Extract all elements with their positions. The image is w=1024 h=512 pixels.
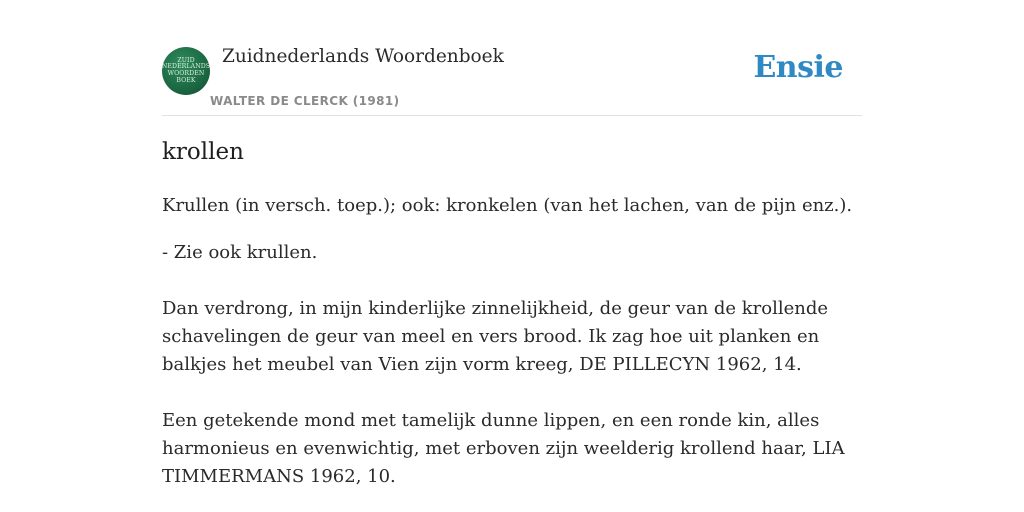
dictionary-title[interactable]: Zuidnederlands Woordenboek: [222, 46, 504, 67]
content-container: [162, 0, 862, 487]
logo-text-line: ZUID: [177, 56, 195, 64]
entry-definition: Krullen (in versch. toep.); ook: kronkelen (van het lachen, van de pijn enz.).: [162, 195, 853, 216]
entry-headword: krollen: [162, 139, 244, 165]
logo-text-line: NEDERLANDS: [162, 63, 210, 71]
entry-quote: Dan verdrong, in mijn kinderlijke zinnelijkheid, de geur van de krollende schavelingen de geur van meel en vers brood. Ik zag hoe uit planken en balkjes het meubel van Vien zijn vorm kreeg, DE PILLECYN 1962, 14.: [162, 298, 829, 375]
logo-text-line: WOORDEN: [167, 70, 205, 77]
entry-see-also: - Zie ook krullen.: [162, 242, 318, 263]
ensie-logo-link[interactable]: Ensie: [753, 50, 843, 85]
dictionary-logo[interactable]: [162, 47, 210, 95]
entry-quote: Een getekende mond met tamelijk dunne lippen, en een ronde kin, alles harmonieus en evenwichtig, met erboven zijn weelderig krollend haar, LIA TIMMERMANS 1962, 10.: [162, 410, 845, 487]
dictionary-header: [162, 0, 862, 116]
logo-text-line: BOEK: [176, 76, 196, 84]
dictionary-author: WALTER DE CLERCK (1981): [210, 94, 400, 108]
